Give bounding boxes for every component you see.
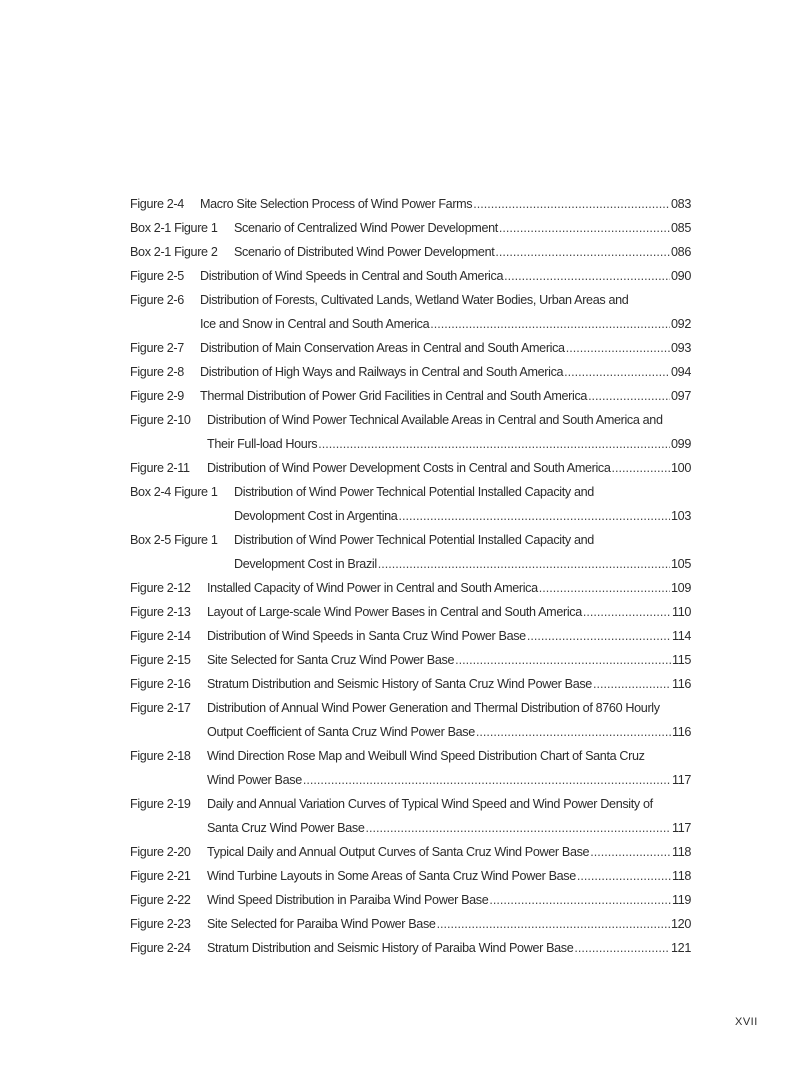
figure-title: Stratum Distribution and Seismic History of Santa Cruz Wind Power Base <box>207 677 592 691</box>
figure-title: Distribution of Wind Power Technical Potential Installed Capacity and <box>234 533 594 547</box>
page-ref: 109 <box>671 581 691 595</box>
dot-leader <box>455 648 671 672</box>
dot-leader <box>566 336 670 360</box>
figure-title: Ice and Snow in Central and South America <box>200 317 430 331</box>
figure-title: Distribution of Main Conservation Areas in Central and South America <box>200 341 565 355</box>
toc-entry-line <box>130 312 691 336</box>
toc-entry-line <box>130 720 691 744</box>
figure-title: Thermal Distribution of Power Grid Facilities in Central and South America <box>200 389 588 403</box>
toc-entry[interactable] <box>130 192 691 216</box>
figure-label: Figure 2-20 <box>130 845 191 859</box>
toc-entry-line <box>130 816 691 840</box>
dot-leader <box>499 216 670 240</box>
page-ref: 110 <box>671 605 691 619</box>
toc-entry[interactable] <box>130 456 691 480</box>
dot-leader <box>588 384 670 408</box>
toc-entry-line <box>130 696 691 720</box>
toc-entry[interactable] <box>130 576 691 600</box>
toc-entry[interactable] <box>130 360 691 384</box>
dot-leader <box>437 912 670 936</box>
page-ref: 121 <box>671 941 691 955</box>
toc-entry-line <box>130 288 691 312</box>
figure-label: Figure 2-4 <box>130 197 184 211</box>
toc-entry-line <box>130 504 691 528</box>
toc-entry[interactable] <box>130 672 691 696</box>
toc-entry-line <box>130 192 691 216</box>
toc-entry-line <box>130 792 691 816</box>
figure-label: Figure 2-12 <box>130 581 191 595</box>
figure-label: Figure 2-9 <box>130 389 184 403</box>
toc-entry-line <box>130 648 691 672</box>
toc-entry-line <box>130 576 691 600</box>
figure-label: Figure 2-21 <box>130 869 191 883</box>
toc-entry[interactable] <box>130 408 691 456</box>
figure-title: Scenario of Centralized Wind Power Development <box>234 221 498 235</box>
toc-entry[interactable] <box>130 936 691 960</box>
figure-label: Figure 2-6 <box>130 293 184 307</box>
toc-entry[interactable] <box>130 840 691 864</box>
figure-title: Devolopment Cost in Argentina <box>234 509 398 523</box>
toc-entry[interactable] <box>130 384 691 408</box>
figure-title: Santa Cruz Wind Power Base <box>207 821 365 835</box>
dot-leader <box>476 720 671 744</box>
toc-entry-line <box>130 768 691 792</box>
dot-leader <box>398 504 670 528</box>
figure-title: Installed Capacity of Wind Power in Central and South America <box>207 581 538 595</box>
figure-title: Distribution of Wind Power Technical Available Areas in Central and South America and <box>207 413 663 427</box>
figure-title: Distribution of Forests, Cultivated Lands, Wetland Water Bodies, Urban Areas and <box>200 293 629 307</box>
figure-label: Figure 2-17 <box>130 701 191 715</box>
dot-leader <box>318 432 670 456</box>
page-ref: 119 <box>671 893 691 907</box>
figure-label: Figure 2-19 <box>130 797 191 811</box>
page-ref: 114 <box>671 629 691 643</box>
toc-entry-line <box>130 672 691 696</box>
toc-entry[interactable] <box>130 528 691 576</box>
dot-leader <box>473 192 670 216</box>
dot-leader <box>495 240 670 264</box>
figure-title: Wind Turbine Layouts in Some Areas of Santa Cruz Wind Power Base <box>207 869 576 883</box>
toc-entry-line <box>130 840 691 864</box>
page-ref: 105 <box>671 557 691 571</box>
page-ref: 117 <box>671 773 691 787</box>
page-number: XVII <box>735 1016 758 1028</box>
toc-entry[interactable] <box>130 648 691 672</box>
figure-title: Output Coefficient of Santa Cruz Wind Power Base <box>207 725 475 739</box>
toc-entry-line <box>130 864 691 888</box>
dot-leader <box>574 936 670 960</box>
figure-title: Typical Daily and Annual Output Curves of Santa Cruz Wind Power Base <box>207 845 590 859</box>
page-ref: 116 <box>671 725 691 739</box>
dot-leader <box>489 888 671 912</box>
dot-leader <box>590 840 671 864</box>
toc-entry[interactable] <box>130 744 691 792</box>
toc-entry-line <box>130 264 691 288</box>
page-ref: 099 <box>671 437 691 451</box>
page-ref: 083 <box>671 197 691 211</box>
figure-label: Figure 2-16 <box>130 677 191 691</box>
figure-title: Wind Speed Distribution in Paraiba Wind Power Base <box>207 893 489 907</box>
dot-leader <box>577 864 671 888</box>
page-ref: 120 <box>671 917 691 931</box>
toc-entry-line <box>130 552 691 576</box>
toc-entry[interactable] <box>130 696 691 744</box>
figure-label: Figure 2-7 <box>130 341 184 355</box>
toc-entry-line <box>130 912 691 936</box>
figure-label: Figure 2-23 <box>130 917 191 931</box>
figure-title: Their Full-load Hours <box>207 437 318 451</box>
toc-entry[interactable] <box>130 792 691 840</box>
dot-leader <box>593 672 671 696</box>
dot-leader <box>303 768 671 792</box>
page-ref: 092 <box>671 317 691 331</box>
toc-entry-line <box>130 744 691 768</box>
figure-title: Site Selected for Santa Cruz Wind Power Base <box>207 653 455 667</box>
figure-label: Box 2-1 Figure 2 <box>130 245 218 259</box>
toc-entry[interactable] <box>130 912 691 936</box>
figure-title: Distribution of Wind Speeds in Central and South America <box>200 269 504 283</box>
toc-entry-line <box>130 240 691 264</box>
toc-entry-line <box>130 936 691 960</box>
figure-title: Distribution of Wind Power Technical Potential Installed Capacity and <box>234 485 594 499</box>
figure-label: Figure 2-24 <box>130 941 191 955</box>
dot-leader <box>612 456 670 480</box>
figure-label: Figure 2-13 <box>130 605 191 619</box>
page-ref: 090 <box>671 269 691 283</box>
toc-entry-line <box>130 888 691 912</box>
figure-label: Figure 2-15 <box>130 653 191 667</box>
toc-entry-line <box>130 336 691 360</box>
toc-entry-line <box>130 360 691 384</box>
toc-entry-line <box>130 480 691 504</box>
page-ref: 094 <box>671 365 691 379</box>
dot-leader <box>527 624 671 648</box>
page-ref: 100 <box>671 461 691 475</box>
dot-leader <box>583 600 671 624</box>
page-ref: 085 <box>671 221 691 235</box>
dot-leader <box>564 360 670 384</box>
toc-entry[interactable] <box>130 600 691 624</box>
dot-leader <box>366 816 671 840</box>
figure-label: Figure 2-10 <box>130 413 191 427</box>
toc-entry-line <box>130 624 691 648</box>
figure-title: Distribution of High Ways and Railways in Central and South America <box>200 365 564 379</box>
figure-title: Wind Direction Rose Map and Weibull Wind Speed Distribution Chart of Santa Cruz <box>207 749 645 763</box>
toc-entry-line <box>130 600 691 624</box>
page-ref: 118 <box>671 845 691 859</box>
figure-label: Figure 2-5 <box>130 269 184 283</box>
toc-entry[interactable] <box>130 864 691 888</box>
figure-title: Layout of Large-scale Wind Power Bases in Central and South America <box>207 605 582 619</box>
page-ref: 116 <box>671 677 691 691</box>
dot-leader <box>504 264 670 288</box>
page-ref: 117 <box>671 821 691 835</box>
page-ref: 086 <box>671 245 691 259</box>
toc-entry-line <box>130 528 691 552</box>
figure-title: Daily and Annual Variation Curves of Typical Wind Speed and Wind Power Density of <box>207 797 653 811</box>
figure-title: Distribution of Annual Wind Power Generation and Thermal Distribution of 8760 Hourly <box>207 701 660 715</box>
dot-leader <box>378 552 670 576</box>
page-ref: 093 <box>671 341 691 355</box>
figure-label: Box 2-4 Figure 1 <box>130 485 218 499</box>
toc-entry[interactable] <box>130 288 691 336</box>
figure-label: Box 2-1 Figure 1 <box>130 221 218 235</box>
figure-title: Macro Site Selection Process of Wind Power Farms <box>200 197 473 211</box>
figure-title: Scenario of Distributed Wind Power Development <box>234 245 495 259</box>
toc-entry-line <box>130 456 691 480</box>
figure-label: Figure 2-8 <box>130 365 184 379</box>
toc-entry-line <box>130 384 691 408</box>
figure-label: Box 2-5 Figure 1 <box>130 533 218 547</box>
figure-label: Figure 2-22 <box>130 893 191 907</box>
figure-label: Figure 2-11 <box>130 461 190 475</box>
toc-entry[interactable] <box>130 216 691 240</box>
figure-label: Figure 2-14 <box>130 629 191 643</box>
toc-entry-line <box>130 432 691 456</box>
toc-entry-line <box>130 216 691 240</box>
page-ref: 103 <box>671 509 691 523</box>
figure-title: Distribution of Wind Power Development Costs in Central and South America <box>207 461 611 475</box>
toc-entry[interactable] <box>130 264 691 288</box>
page-ref: 115 <box>671 653 691 667</box>
toc-entry[interactable] <box>130 624 691 648</box>
page-ref: 097 <box>671 389 691 403</box>
toc-entry[interactable] <box>130 480 691 528</box>
figure-label: Figure 2-18 <box>130 749 191 763</box>
toc-entry[interactable] <box>130 336 691 360</box>
page-ref: 118 <box>671 869 691 883</box>
table-of-figures <box>130 192 691 960</box>
figure-title: Distribution of Wind Speeds in Santa Cruz Wind Power Base <box>207 629 526 643</box>
dot-leader <box>430 312 670 336</box>
figure-title: Site Selected for Paraiba Wind Power Base <box>207 917 436 931</box>
toc-entry-line <box>130 408 691 432</box>
toc-entry[interactable] <box>130 888 691 912</box>
dot-leader <box>539 576 670 600</box>
toc-entry[interactable] <box>130 240 691 264</box>
figure-title: Wind Power Base <box>207 773 302 787</box>
figure-title: Development Cost in Brazil <box>234 557 377 571</box>
figure-title: Stratum Distribution and Seismic History of Paraiba Wind Power Base <box>207 941 574 955</box>
